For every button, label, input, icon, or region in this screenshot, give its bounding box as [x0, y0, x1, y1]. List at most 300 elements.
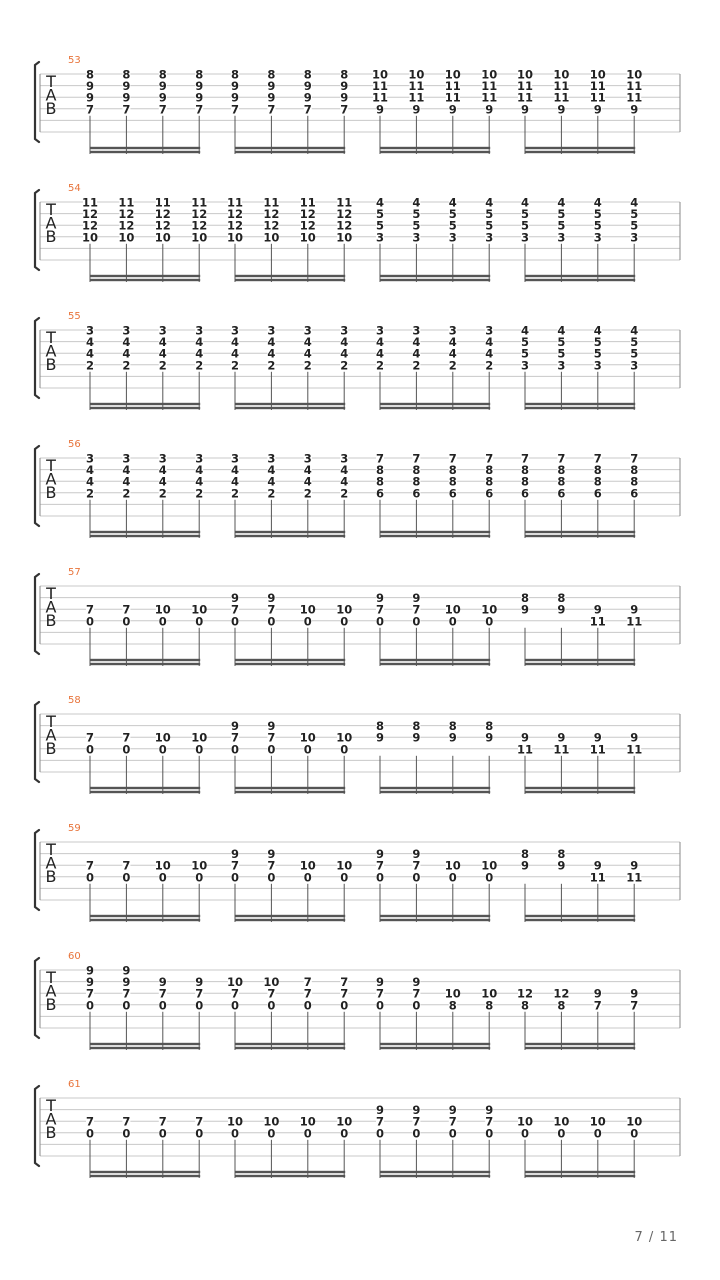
fret-number: 9: [195, 79, 204, 94]
fret-number: 10: [553, 67, 570, 82]
tab-clef-letter: A: [45, 341, 57, 361]
fret-number: 8: [158, 67, 167, 82]
tab-clef-letter: A: [45, 725, 57, 745]
fret-number: 9: [593, 858, 602, 873]
beam: [90, 791, 200, 793]
fret-number: 9: [412, 102, 421, 117]
fret-number: 11: [516, 79, 534, 94]
fret-number: 3: [630, 358, 639, 373]
beam: [525, 1171, 635, 1173]
system-bracket: [35, 1086, 39, 1166]
fret-number: 0: [230, 998, 240, 1013]
beam: [525, 1043, 635, 1045]
fret-number: 4: [485, 335, 494, 350]
tab-system: [35, 1079, 680, 1178]
fret-number: 4: [412, 335, 421, 350]
fret-number: 9: [412, 847, 421, 862]
fret-number: 4: [448, 335, 457, 350]
fret-number: 11: [408, 79, 425, 94]
beam: [235, 535, 345, 537]
system-bracket: [35, 318, 39, 398]
fret-number: 3: [375, 323, 385, 338]
fret-number: 5: [557, 218, 566, 233]
fret-number: 9: [412, 975, 421, 990]
fret-number: 10: [299, 1114, 316, 1129]
beam: [380, 915, 490, 917]
tab-clef-letter: T: [46, 72, 56, 91]
fret-number: 4: [158, 346, 167, 361]
fret-number: 10: [299, 730, 316, 745]
fret-number: 8: [485, 719, 494, 734]
fret-number: 5: [630, 218, 639, 233]
fret-number: 6: [448, 486, 457, 501]
fret-number: 4: [267, 463, 276, 478]
fret-number: 4: [122, 463, 131, 478]
fret-number: 8: [557, 847, 566, 862]
fret-number: 0: [485, 870, 494, 885]
fret-number: 3: [520, 230, 530, 245]
beam: [90, 147, 200, 149]
fret-number: 5: [412, 218, 421, 233]
fret-number: 7: [195, 1114, 204, 1129]
fret-number: 9: [230, 90, 240, 105]
fret-number: 3: [267, 323, 276, 338]
beam: [380, 787, 490, 789]
beam: [235, 407, 345, 409]
fret-number: 11: [336, 195, 353, 210]
fret-number: 0: [195, 742, 204, 757]
fret-number: 5: [448, 218, 457, 233]
tab-clef-letter: B: [45, 995, 57, 1014]
beam: [90, 275, 200, 277]
tab-system: [35, 695, 680, 794]
measure-number: 54: [68, 183, 81, 194]
fret-number: 9: [375, 847, 385, 862]
fret-number: 0: [630, 1126, 639, 1141]
fret-number: 2: [303, 486, 312, 501]
tab-clef-letter: T: [46, 584, 56, 603]
fret-number: 10: [299, 602, 316, 617]
fret-number: 9: [630, 730, 639, 745]
fret-number: 4: [122, 335, 131, 350]
beam: [235, 1043, 345, 1045]
fret-number: 7: [375, 986, 385, 1001]
fret-number: 3: [412, 230, 421, 245]
fret-number: 3: [195, 451, 204, 466]
fret-number: 11: [118, 195, 135, 210]
tab-clef-letter: T: [46, 200, 56, 219]
fret-number: 7: [375, 1114, 385, 1129]
fret-number: 4: [158, 474, 167, 489]
tab-clef-letter: B: [45, 867, 57, 886]
tab-clef-letter: A: [45, 213, 57, 233]
fret-number: 12: [154, 207, 171, 222]
fret-number: 8: [195, 67, 204, 82]
fret-number: 0: [520, 1126, 530, 1141]
fret-number: 12: [226, 218, 244, 233]
fret-number: 0: [122, 614, 131, 629]
fret-number: 0: [412, 1126, 421, 1141]
fret-number: 7: [412, 1114, 421, 1129]
fret-number: 2: [485, 358, 494, 373]
tab-clef-letter: B: [45, 227, 57, 246]
fret-number: 8: [557, 474, 566, 489]
fret-number: 0: [267, 998, 276, 1013]
fret-number: 9: [448, 730, 457, 745]
beam: [380, 279, 490, 281]
system-bracket: [35, 190, 39, 270]
fret-number: 4: [630, 195, 639, 210]
fret-number: 2: [230, 358, 240, 373]
fret-number: 10: [118, 230, 135, 245]
fret-number: 7: [630, 451, 639, 466]
fret-number: 11: [481, 79, 498, 94]
tab-clef-letter: B: [45, 483, 57, 502]
beam: [525, 275, 635, 277]
fret-number: 9: [630, 986, 639, 1001]
fret-number: 9: [122, 90, 131, 105]
measure-number: 57: [68, 567, 81, 578]
beam: [525, 1047, 635, 1049]
fret-number: 8: [485, 463, 494, 478]
fret-number: 0: [303, 870, 312, 885]
fret-number: 4: [267, 474, 276, 489]
fret-number: 11: [263, 195, 280, 210]
system-bracket: [35, 574, 39, 654]
fret-number: 11: [626, 614, 643, 629]
beam: [525, 663, 635, 665]
measure-number: 58: [68, 695, 81, 706]
beam: [525, 919, 635, 921]
fret-number: 0: [122, 998, 131, 1013]
fret-number: 2: [340, 486, 349, 501]
fret-number: 10: [336, 730, 353, 745]
beam: [235, 279, 345, 281]
beam: [235, 1047, 345, 1049]
fret-number: 0: [340, 742, 349, 757]
fret-number: 10: [553, 1114, 570, 1129]
fret-number: 4: [230, 474, 240, 489]
fret-number: 2: [122, 358, 131, 373]
measure-number: 59: [68, 823, 81, 834]
beam: [380, 275, 490, 277]
fret-number: 2: [303, 358, 312, 373]
fret-number: 7: [267, 858, 276, 873]
fret-number: 0: [340, 1126, 349, 1141]
fret-number: 9: [485, 102, 494, 117]
beam: [90, 279, 200, 281]
fret-number: 10: [336, 1114, 353, 1129]
fret-number: 9: [593, 602, 602, 617]
fret-number: 7: [303, 975, 312, 990]
fret-number: 9: [85, 90, 95, 105]
fret-number: 10: [336, 858, 353, 873]
fret-number: 3: [195, 323, 204, 338]
system-bracket: [35, 446, 39, 526]
fret-number: 4: [122, 346, 131, 361]
fret-number: 5: [520, 218, 530, 233]
fret-number: 4: [122, 474, 131, 489]
fret-number: 7: [195, 102, 204, 117]
beam: [90, 915, 200, 917]
fret-number: 11: [191, 195, 208, 210]
fret-number: 9: [593, 102, 602, 117]
fret-number: 4: [485, 195, 494, 210]
tab-clef-letter: B: [45, 99, 57, 118]
fret-number: 5: [520, 346, 530, 361]
fret-number: 7: [267, 102, 276, 117]
fret-number: 3: [412, 323, 421, 338]
fret-number: 3: [557, 358, 566, 373]
fret-number: 0: [158, 1126, 167, 1141]
fret-number: 9: [593, 986, 602, 1001]
fret-number: 10: [589, 67, 606, 82]
beam: [90, 787, 200, 789]
fret-number: 9: [593, 730, 602, 745]
fret-number: 7: [122, 102, 131, 117]
fret-number: 0: [195, 614, 204, 629]
fret-number: 5: [593, 346, 602, 361]
fret-number: 7: [593, 451, 602, 466]
fret-number: 7: [593, 998, 602, 1013]
beam: [525, 531, 635, 533]
fret-number: 0: [158, 742, 167, 757]
fret-number: 6: [412, 486, 421, 501]
fret-number: 7: [448, 451, 457, 466]
fret-number: 10: [444, 986, 461, 1001]
tab-clef-letter: T: [46, 712, 56, 731]
fret-number: 0: [195, 998, 204, 1013]
fret-number: 4: [630, 323, 639, 338]
fret-number: 10: [263, 230, 280, 245]
fret-number: 8: [448, 719, 457, 734]
fret-number: 0: [375, 614, 385, 629]
fret-number: 7: [557, 451, 566, 466]
fret-number: 9: [267, 90, 276, 105]
beam: [90, 919, 200, 921]
fret-number: 4: [195, 463, 204, 478]
fret-number: 0: [340, 870, 349, 885]
fret-number: 4: [340, 474, 349, 489]
system-bracket: [35, 958, 39, 1038]
fret-number: 4: [557, 323, 566, 338]
fret-number: 8: [557, 591, 566, 606]
fret-number: 8: [557, 998, 566, 1013]
fret-number: 4: [195, 346, 204, 361]
fret-number: 0: [375, 870, 385, 885]
fret-number: 8: [485, 474, 494, 489]
fret-number: 12: [336, 207, 353, 222]
fret-number: 3: [340, 451, 349, 466]
fret-number: 10: [516, 1114, 534, 1129]
fret-number: 4: [158, 463, 167, 478]
fret-number: 9: [485, 1103, 494, 1118]
fret-number: 0: [267, 614, 276, 629]
beam: [525, 279, 635, 281]
measure-number: 60: [68, 951, 81, 962]
beam: [525, 147, 635, 149]
fret-number: 2: [412, 358, 421, 373]
fret-number: 7: [520, 451, 530, 466]
beam: [380, 535, 490, 537]
fret-number: 11: [81, 195, 99, 210]
fret-number: 0: [557, 1126, 566, 1141]
fret-number: 12: [299, 218, 316, 233]
fret-number: 8: [230, 67, 240, 82]
fret-number: 9: [375, 730, 385, 745]
fret-number: 11: [444, 79, 461, 94]
fret-number: 10: [371, 67, 389, 82]
tab-clef-letter: T: [46, 968, 56, 987]
fret-number: 7: [340, 975, 349, 990]
fret-number: 10: [191, 858, 208, 873]
fret-number: 8: [412, 463, 421, 478]
beam: [380, 659, 490, 661]
beam: [235, 1175, 345, 1177]
fret-number: 3: [303, 451, 312, 466]
tab-system: [35, 439, 680, 538]
fret-number: 12: [226, 207, 244, 222]
fret-number: 4: [85, 346, 95, 361]
tab-clef-letter: A: [45, 1109, 57, 1129]
fret-number: 6: [485, 486, 494, 501]
fret-number: 7: [630, 998, 639, 1013]
beam: [380, 151, 490, 153]
fret-number: 6: [593, 486, 602, 501]
fret-number: 11: [553, 79, 570, 94]
fret-number: 7: [85, 858, 95, 873]
fret-number: 12: [263, 218, 280, 233]
fret-number: 11: [553, 90, 570, 105]
tab-system: [35, 183, 680, 282]
fret-number: 4: [158, 335, 167, 350]
fret-number: 10: [408, 67, 425, 82]
fret-number: 4: [557, 195, 566, 210]
fret-number: 3: [520, 358, 530, 373]
fret-number: 8: [520, 474, 530, 489]
fret-number: 2: [195, 486, 204, 501]
fret-number: 5: [630, 346, 639, 361]
fret-number: 9: [122, 975, 131, 990]
fret-number: 0: [340, 614, 349, 629]
fret-number: 3: [122, 323, 131, 338]
fret-number: 12: [516, 986, 534, 1001]
fret-number: 3: [230, 323, 240, 338]
fret-number: 10: [263, 1114, 280, 1129]
beam: [235, 659, 345, 661]
fret-number: 4: [85, 463, 95, 478]
fret-number: 7: [230, 986, 240, 1001]
fret-number: 0: [303, 998, 312, 1013]
fret-number: 7: [122, 858, 131, 873]
fret-number: 8: [303, 67, 312, 82]
fret-number: 7: [85, 730, 95, 745]
beam: [380, 791, 490, 793]
fret-number: 9: [267, 847, 276, 862]
beam: [235, 787, 345, 789]
fret-number: 9: [485, 730, 494, 745]
beam: [380, 1047, 490, 1049]
system-bracket: [35, 62, 39, 142]
fret-number: 4: [593, 323, 602, 338]
fret-number: 0: [303, 1126, 312, 1141]
fret-number: 5: [448, 207, 457, 222]
fret-number: 2: [158, 486, 167, 501]
fret-number: 9: [267, 591, 276, 606]
fret-number: 9: [557, 602, 566, 617]
fret-number: 4: [520, 195, 530, 210]
fret-number: 5: [557, 335, 566, 350]
fret-number: 9: [520, 858, 530, 873]
tab-clef-letter: B: [45, 355, 57, 374]
beam: [525, 407, 635, 409]
tab-clef-letter: A: [45, 597, 57, 617]
fret-number: 9: [340, 79, 349, 94]
fret-number: 11: [589, 90, 606, 105]
fret-number: 10: [626, 1114, 643, 1129]
fret-number: 12: [191, 218, 208, 233]
fret-number: 5: [520, 207, 530, 222]
fret-number: 9: [630, 602, 639, 617]
fret-number: 0: [412, 870, 421, 885]
fret-number: 6: [557, 486, 566, 501]
fret-number: 12: [81, 218, 99, 233]
fret-number: 5: [593, 335, 602, 350]
system-bracket: [35, 702, 39, 782]
fret-number: 9: [375, 591, 385, 606]
beam: [380, 1043, 490, 1045]
fret-number: 2: [230, 486, 240, 501]
fret-number: 11: [371, 79, 389, 94]
fret-number: 7: [303, 102, 312, 117]
fret-number: 4: [267, 335, 276, 350]
fret-number: 3: [303, 323, 312, 338]
fret-number: 9: [85, 975, 95, 990]
fret-number: 5: [375, 207, 385, 222]
fret-number: 7: [230, 602, 240, 617]
fret-number: 11: [516, 742, 534, 757]
fret-number: 3: [448, 230, 457, 245]
fret-number: 10: [481, 986, 498, 1001]
fret-number: 4: [85, 335, 95, 350]
beam: [525, 915, 635, 917]
fret-number: 7: [85, 1114, 95, 1129]
fret-number: 0: [85, 998, 95, 1013]
fret-number: 10: [444, 67, 461, 82]
fret-number: 10: [226, 1114, 244, 1129]
fret-number: 10: [481, 602, 498, 617]
tab-clef-letter: B: [45, 1123, 57, 1142]
fret-number: 8: [593, 463, 602, 478]
beam: [235, 147, 345, 149]
fret-number: 12: [299, 207, 316, 222]
fret-number: 10: [263, 975, 280, 990]
beam: [235, 531, 345, 533]
fret-number: 3: [630, 230, 639, 245]
fret-number: 9: [412, 730, 421, 745]
fret-number: 8: [520, 591, 530, 606]
fret-number: 9: [267, 719, 276, 734]
beam: [235, 791, 345, 793]
beam: [380, 919, 490, 921]
beam: [380, 403, 490, 405]
fret-number: 0: [375, 1126, 385, 1141]
fret-number: 11: [626, 90, 643, 105]
fret-number: 4: [303, 335, 312, 350]
measure-number: 61: [68, 1079, 81, 1090]
fret-number: 10: [481, 858, 498, 873]
fret-number: 11: [589, 870, 606, 885]
